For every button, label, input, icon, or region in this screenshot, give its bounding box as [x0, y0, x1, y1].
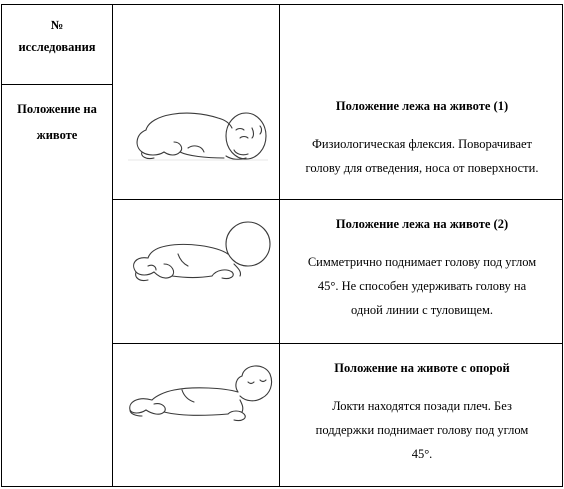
column-divider-1 — [112, 4, 113, 487]
number-sign: № — [50, 18, 64, 32]
row3-title: Положение на животе с опорой — [334, 361, 510, 375]
row-title-line1: Положение на — [17, 102, 97, 116]
table-border-left — [1, 4, 2, 487]
table-border-top — [1, 4, 563, 5]
row2-desc-line3: одной линии с туловищем. — [350, 303, 494, 317]
row3-desc-line2: поддержки поднимает голову под углом — [315, 423, 529, 437]
row2-desc-line1: Симметрично поднимает голову под углом — [307, 255, 537, 269]
row-title-line2: животе — [36, 128, 78, 142]
row1-title: Положение лежа на животе (1) — [335, 99, 509, 113]
research-label: исследования — [18, 40, 96, 54]
row2-title: Положение лежа на животе (2) — [335, 217, 509, 231]
row3-text — [282, 356, 562, 466]
row1-desc-line1: Физиологическая флексия. Поворачивает — [311, 137, 533, 151]
table-border-bottom — [1, 486, 563, 487]
header-cell — [2, 14, 112, 58]
row-divider-1 — [112, 199, 563, 200]
header-row-divider — [1, 84, 113, 85]
infant-prone-elbow-support-illustration — [124, 360, 274, 432]
infant-prone-head-raised-illustration — [126, 218, 272, 290]
row1-text — [282, 94, 562, 180]
row-divider-2 — [112, 343, 563, 344]
table-border-right — [562, 4, 563, 487]
row-title-cell — [2, 96, 112, 148]
row3-desc-line3: 45°. — [411, 447, 433, 461]
row3-desc-line1: Локти находятся позади плеч. Без — [332, 399, 512, 413]
row1-desc-line2: голову для отведения, носа от поверхности. — [305, 161, 539, 175]
row2-text — [282, 212, 562, 322]
column-divider-2 — [279, 4, 280, 487]
infant-prone-flexion-illustration — [128, 100, 268, 172]
row2-desc-line2: 45°. Не способен удерживать голову на — [317, 279, 527, 293]
